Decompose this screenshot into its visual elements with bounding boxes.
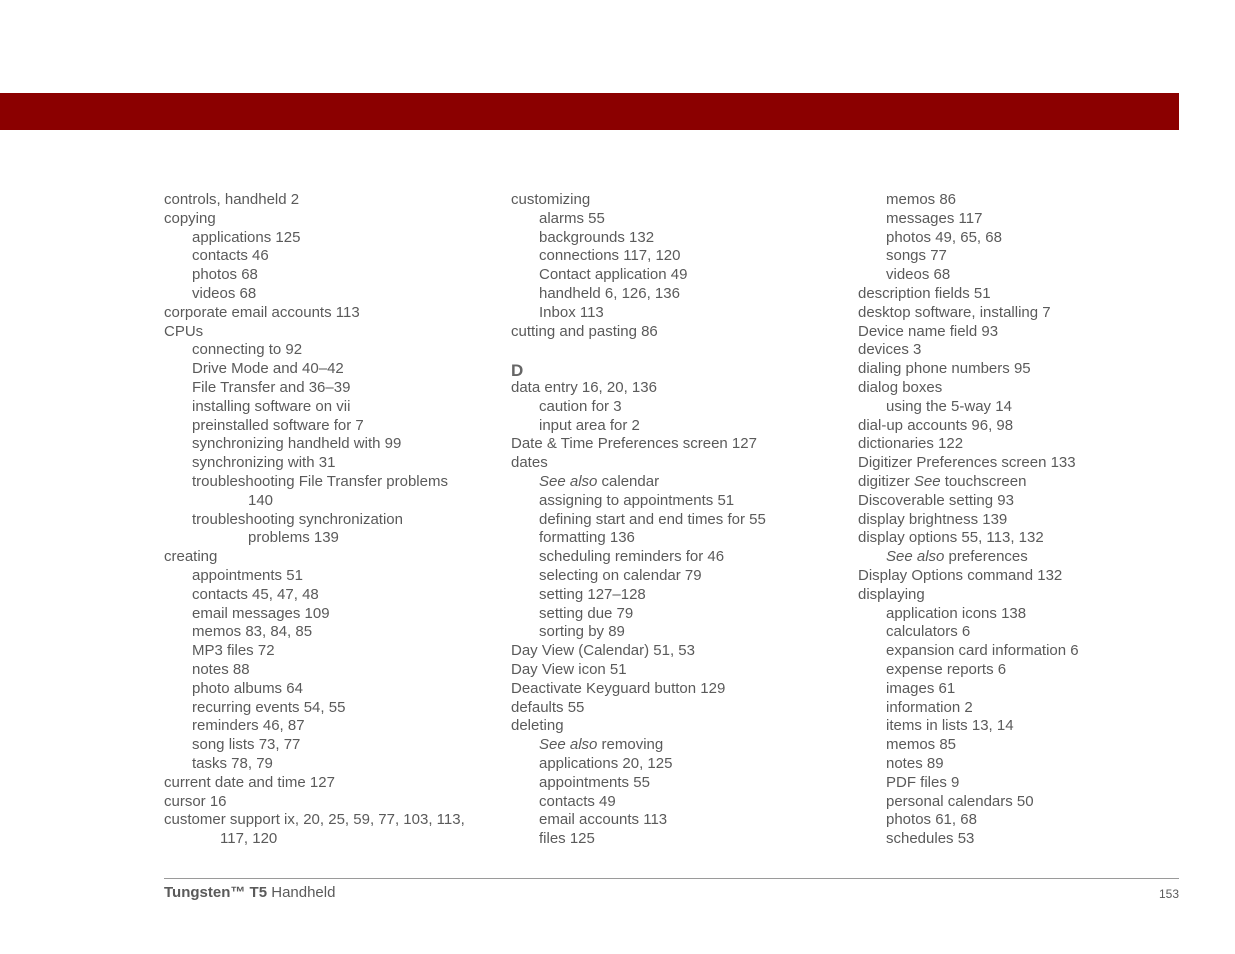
index-entry-text: appointments 55 [539,773,650,791]
index-subentry [164,623,494,642]
index-entry-text: expense reports 6 [886,660,1007,678]
index-entry-text: information 2 [886,698,973,716]
index-entry-text: Drive Mode and 40–42 [192,360,344,378]
index-entry [858,285,1188,304]
index-entry-text: memos 85 [886,736,957,754]
index-subentry [164,360,494,379]
index-entry-text: cutting and pasting 86 [511,322,658,340]
index-entry-text: Date & Time Preferences screen 127 [511,435,757,453]
index-subentry [164,247,494,266]
index-subentry [511,548,841,567]
index-subentry [858,736,1188,755]
footer-product-suffix: Handheld [267,884,336,901]
index-entry [858,511,1188,530]
index-entry-text: 140 [248,491,274,509]
index-entry-text: preinstalled software for 7 [192,416,364,434]
footer-rule [164,878,1179,879]
index-entry-text: formatting 136 [539,529,635,547]
index-subentry [164,266,494,285]
index-entry [858,435,1188,454]
index-subentry [164,642,494,661]
index-subentry [164,417,494,436]
index-subentry [164,473,494,492]
index-entry-text: MP3 files 72 [192,642,275,660]
index-subentry [858,755,1188,774]
index-entry [511,661,841,680]
index-subentry [511,398,841,417]
index-entry-text: customizing [511,191,591,208]
index-entry-text: application icons 138 [886,604,1027,622]
index-entry-text: 117, 120 [220,830,278,848]
index-entry-text: email messages 109 [192,604,330,622]
index-subentry [858,548,1188,567]
index-subentry [164,529,494,548]
index-entry-text: dialog boxes [858,378,943,396]
index-entry [164,774,494,793]
index-subentry [511,266,841,285]
index-subentry [858,210,1188,229]
index-subentry [164,717,494,736]
index-column-3 [858,191,1188,849]
index-entry-text: videos 68 [886,266,951,284]
index-entry-text: deleting [511,717,564,735]
index-subentry [164,398,494,417]
index-entry-text: images 61 [886,679,956,697]
index-subentry [858,266,1188,285]
index-cross-reference: See [913,472,941,490]
index-subentry [511,774,841,793]
index-entry [858,417,1188,436]
index-subentry [511,473,841,492]
index-entry-text: dates [511,454,548,472]
index-entry [164,210,494,229]
index-subentry [164,379,494,398]
index-subentry [164,605,494,624]
index-entry [858,454,1188,473]
index-entry-text: applications 20, 125 [539,754,673,772]
index-entry [858,586,1188,605]
index-entry-text: PDF files 9 [886,773,960,791]
index-entry-text: copying [164,209,216,227]
index-entry [858,567,1188,586]
index-entry-text: Digitizer Preferences screen 133 [858,454,1076,472]
index-entry [511,191,841,210]
index-entry-text: corporate email accounts 113 [164,303,360,321]
index-entry-text: troubleshooting File Transfer problems [192,472,448,490]
index-subentry [858,229,1188,248]
index-entry-text: dialing phone numbers 95 [858,360,1031,378]
index-entry [511,323,841,342]
index-subentry [858,605,1188,624]
index-subentry [511,229,841,248]
index-entry-text: Display Options command 132 [858,566,1063,584]
index-column-1 [164,191,494,849]
index-entry-text: caution for 3 [539,397,622,415]
index-entry [511,642,841,661]
index-entry-text: memos 83, 84, 85 [192,623,313,641]
index-subentry [511,247,841,266]
index-entry-text: items in lists 13, 14 [886,717,1014,735]
index-subentry [164,755,494,774]
index-entry-text: connecting to 92 [192,341,303,359]
index-column-2 [511,191,841,849]
index-entry-text: calculators 6 [886,623,971,641]
index-subentry [511,567,841,586]
index-entry-text: setting 127–128 [539,585,646,603]
index-subentry [858,247,1188,266]
index-entry [511,435,841,454]
index-subentry [858,793,1188,812]
index-entry-text: reminders 46, 87 [192,717,305,735]
index-entry-text: dial-up accounts 96, 98 [858,416,1014,434]
index-entry-text: Inbox 113 [539,303,604,321]
index-cross-reference: See also [539,472,598,490]
index-entry [858,473,1188,492]
index-entry [858,304,1188,323]
index-entry-text: setting due 79 [539,604,634,622]
index-entry [164,811,494,830]
index-subentry [164,492,494,511]
index-entry-text: customer support ix, 20, 25, 59, 77, 103, 113, [164,811,465,829]
index-entry [164,323,494,342]
index-entry [164,191,494,210]
index-entry-prefix: digitizer [858,472,914,490]
index-subentry [164,586,494,605]
index-entry-text: appointments 51 [192,566,303,584]
index-subentry [511,623,841,642]
index-subentry [164,511,494,530]
index-subentry [858,398,1188,417]
index-subentry [164,435,494,454]
index-entry-text: data entry 16, 20, 136 [511,378,657,396]
index-subentry [858,661,1188,680]
index-entry-text: display options 55, 113, 132 [858,529,1044,547]
index-entry-text: devices 3 [858,341,922,359]
index-entry-text: preferences [944,548,1028,566]
index-subentry [164,830,494,849]
index-entry-text: problems 139 [248,529,339,547]
index-entry-text: contacts 46 [192,247,269,265]
footer-product [164,884,335,901]
index-entry-text: songs 77 [886,247,947,265]
index-subentry [164,680,494,699]
index-entry-text: photos 49, 65, 68 [886,228,1002,246]
index-entry-text: photos 68 [192,266,258,284]
index-entry-text: controls, handheld 2 [164,191,300,208]
index-subentry [511,492,841,511]
index-entry [858,379,1188,398]
index-subentry [858,774,1188,793]
index-subentry [164,699,494,718]
index-entry-text: synchronizing with 31 [192,454,336,472]
index-entry [511,717,841,736]
index-entry-text: dictionaries 122 [858,435,964,453]
index-entry [858,341,1188,360]
index-entry-text: File Transfer and 36–39 [192,378,351,396]
index-subentry [858,811,1188,830]
index-entry-text: touchscreen [940,472,1027,490]
index-subentry [511,304,841,323]
index-entry [164,304,494,323]
index-entry-text: removing [597,736,664,754]
index-entry-text: memos 86 [886,191,957,208]
index-entry-text: Day View icon 51 [511,660,627,678]
index-entry-text: current date and time 127 [164,773,335,791]
footer-product-name: Tungsten™ T5 [164,884,268,901]
index-subentry [511,605,841,624]
index-subentry [511,529,841,548]
index-entry-text: Device name field 93 [858,322,999,340]
index-subentry [164,229,494,248]
index-subentry [511,511,841,530]
index-entry [858,492,1188,511]
index-subentry [164,341,494,360]
index-subentry [164,285,494,304]
index-subentry [858,680,1188,699]
index-entry-text: files 125 [539,830,595,848]
index-entry-text: videos 68 [192,284,257,302]
index-entry-text: handheld 6, 126, 136 [539,284,680,302]
index-entry-text: CPUs [164,322,204,340]
index-entry-text: description fields 51 [858,284,991,302]
index-entry [164,793,494,812]
index-entry [511,699,841,718]
index-subentry [858,191,1188,210]
index-entry-text: creating [164,548,218,566]
index-spacer [511,341,841,360]
index-cross-reference: See also [886,548,945,566]
index-entry-text: assigning to appointments 51 [539,491,735,509]
index-subentry [511,755,841,774]
index-entry-text: displaying [858,585,925,603]
index-entry [511,379,841,398]
index-entry [858,529,1188,548]
index-subentry [511,830,841,849]
index-entry-text: notes 88 [192,660,250,678]
index-entry-text: sorting by 89 [539,623,625,641]
index-entry-text: input area for 2 [539,416,640,434]
index-subentry [858,642,1188,661]
index-subentry [164,567,494,586]
index-entry-text: alarms 55 [539,209,605,227]
index-entry-text: expansion card information 6 [886,642,1079,660]
index-section-letter: D [511,361,524,381]
index-entry-text: defaults 55 [511,698,585,716]
index-entry-text: cursor 16 [164,792,227,810]
header-banner [0,93,1179,130]
index-entry-text: Day View (Calendar) 51, 53 [511,642,695,660]
index-entry-text: photo albums 64 [192,679,303,697]
index-entry-text: calendar [597,472,660,490]
index-subentry [858,830,1188,849]
index-entry-text: email accounts 113 [539,811,668,829]
index-entry-text: troubleshooting synchronization [192,510,403,528]
index-entry [858,360,1188,379]
index-subentry [164,454,494,473]
index-entry-text: messages 117 [886,209,983,227]
index-subentry [511,417,841,436]
index-entry-text: Contact application 49 [539,266,688,284]
index-subentry [858,717,1188,736]
index-subentry [511,811,841,830]
index-entry-text: photos 61, 68 [886,811,977,829]
index-entry-text: defining start and end times for 55 [539,510,766,528]
index-entry-text: personal calendars 50 [886,792,1034,810]
index-entry [511,454,841,473]
index-entry-text: connections 117, 120 [539,247,681,265]
index-subentry [858,699,1188,718]
index-entry-text: contacts 45, 47, 48 [192,585,319,603]
index-entry [164,548,494,567]
index-entry-text: using the 5-way 14 [886,397,1012,415]
index-entry-text: Deactivate Keyguard button 129 [511,679,726,697]
index-entry-text: tasks 78, 79 [192,754,273,772]
index-subentry [511,210,841,229]
index-entry [511,680,841,699]
page-number: 153 [1158,887,1179,901]
index-entry-text: desktop software, installing 7 [858,303,1051,321]
index-entry-text: selecting on calendar 79 [539,566,702,584]
index-entry-text: contacts 49 [539,792,616,810]
index-entry-text: scheduling reminders for 46 [539,548,725,566]
index-entry-text: notes 89 [886,754,944,772]
index-entry-text: installing software on vii [192,397,351,415]
index-subentry [164,736,494,755]
index-entry-text: recurring events 54, 55 [192,698,346,716]
index-subentry [511,586,841,605]
index-entry-text: Discoverable setting 93 [858,491,1014,509]
index-entry-text: song lists 73, 77 [192,736,301,754]
index-subentry [164,661,494,680]
index-subentry [511,736,841,755]
index-entry-text: display brightness 139 [858,510,1008,528]
index-subentry [511,285,841,304]
index-entry [858,323,1188,342]
index-cross-reference: See also [539,736,598,754]
index-entry-text: applications 125 [192,228,301,246]
index-entry-text: schedules 53 [886,830,975,848]
index-subentry [858,623,1188,642]
index-subentry [511,793,841,812]
index-entry-text: backgrounds 132 [539,228,655,246]
index-entry-text: synchronizing handheld with 99 [192,435,402,453]
